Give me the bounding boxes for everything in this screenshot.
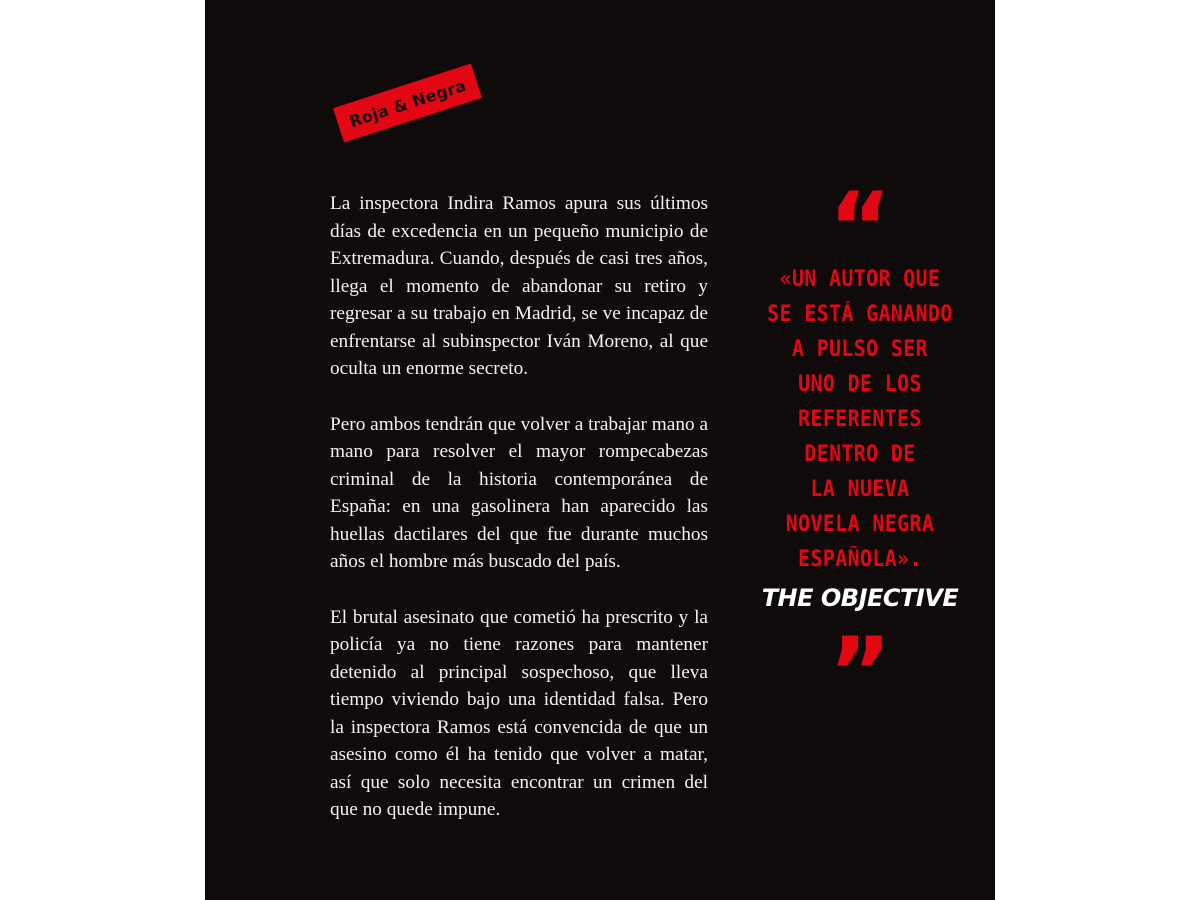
quote-line-8: NOVELA NEGRA [785, 512, 935, 537]
quote-line-5: REFERENTES [798, 407, 922, 432]
quote-source: THE OBJECTIVE [761, 584, 959, 612]
imprint-label-text: Roja & Negra [346, 75, 469, 131]
synopsis-paragraph-3: El brutal asesinato que cometió ha prescrito y la policía ya no tiene razones para mantener detenido al principal sospechoso, que lleva tiempo viviendo bajo una identidad falsa. Pero la inspectora Ramos está convencida de que un asesino como él ha tenido que volver a matar, así que solo necesita encontrar un crimen del que no quede impune. [330, 606, 708, 820]
synopsis-paragraph-1: La inspectora Indira Ramos apura sus últimos días de excedencia en un pequeño municipio de Extremadura. Cuando, después de casi tres años, llega el momento de abandonar su retiro y regresar a su trabajo en Madrid, se ve incapaz de enfrentarse al subinspector Iván Moreno, al que oculta un enorme secreto. [330, 193, 708, 379]
synopsis-paragraph-2: Pero ambos tendrán que volver a trabajar mano a mano para resolver el mayor rompecabezas criminal de la historia contemporánea de España: en una gasolinera han aparecido las huellas dactilares del que fue durante muchos años el hombre más buscado del país. [330, 413, 708, 572]
press-quote [745, 172, 975, 729]
book-back-cover [205, 0, 995, 900]
quote-line-4: UNO DE LOS [798, 372, 922, 397]
quote-line-6: DENTRO DE [804, 442, 916, 467]
quote-line-2: SE ESTÁ GANANDO [767, 302, 953, 327]
quote-line-7: LA NUEVA [810, 477, 910, 502]
close-quote-icon: ” [828, 617, 892, 729]
imprint-label-banner [333, 63, 482, 142]
quote-line-1: «UN AUTOR QUE [779, 267, 941, 292]
synopsis-text [330, 190, 708, 852]
open-quote-icon: “ [828, 172, 892, 284]
quote-line-3: A PULSO SER [791, 337, 929, 362]
quote-line-9: ESPAÑOLA». [798, 547, 922, 572]
